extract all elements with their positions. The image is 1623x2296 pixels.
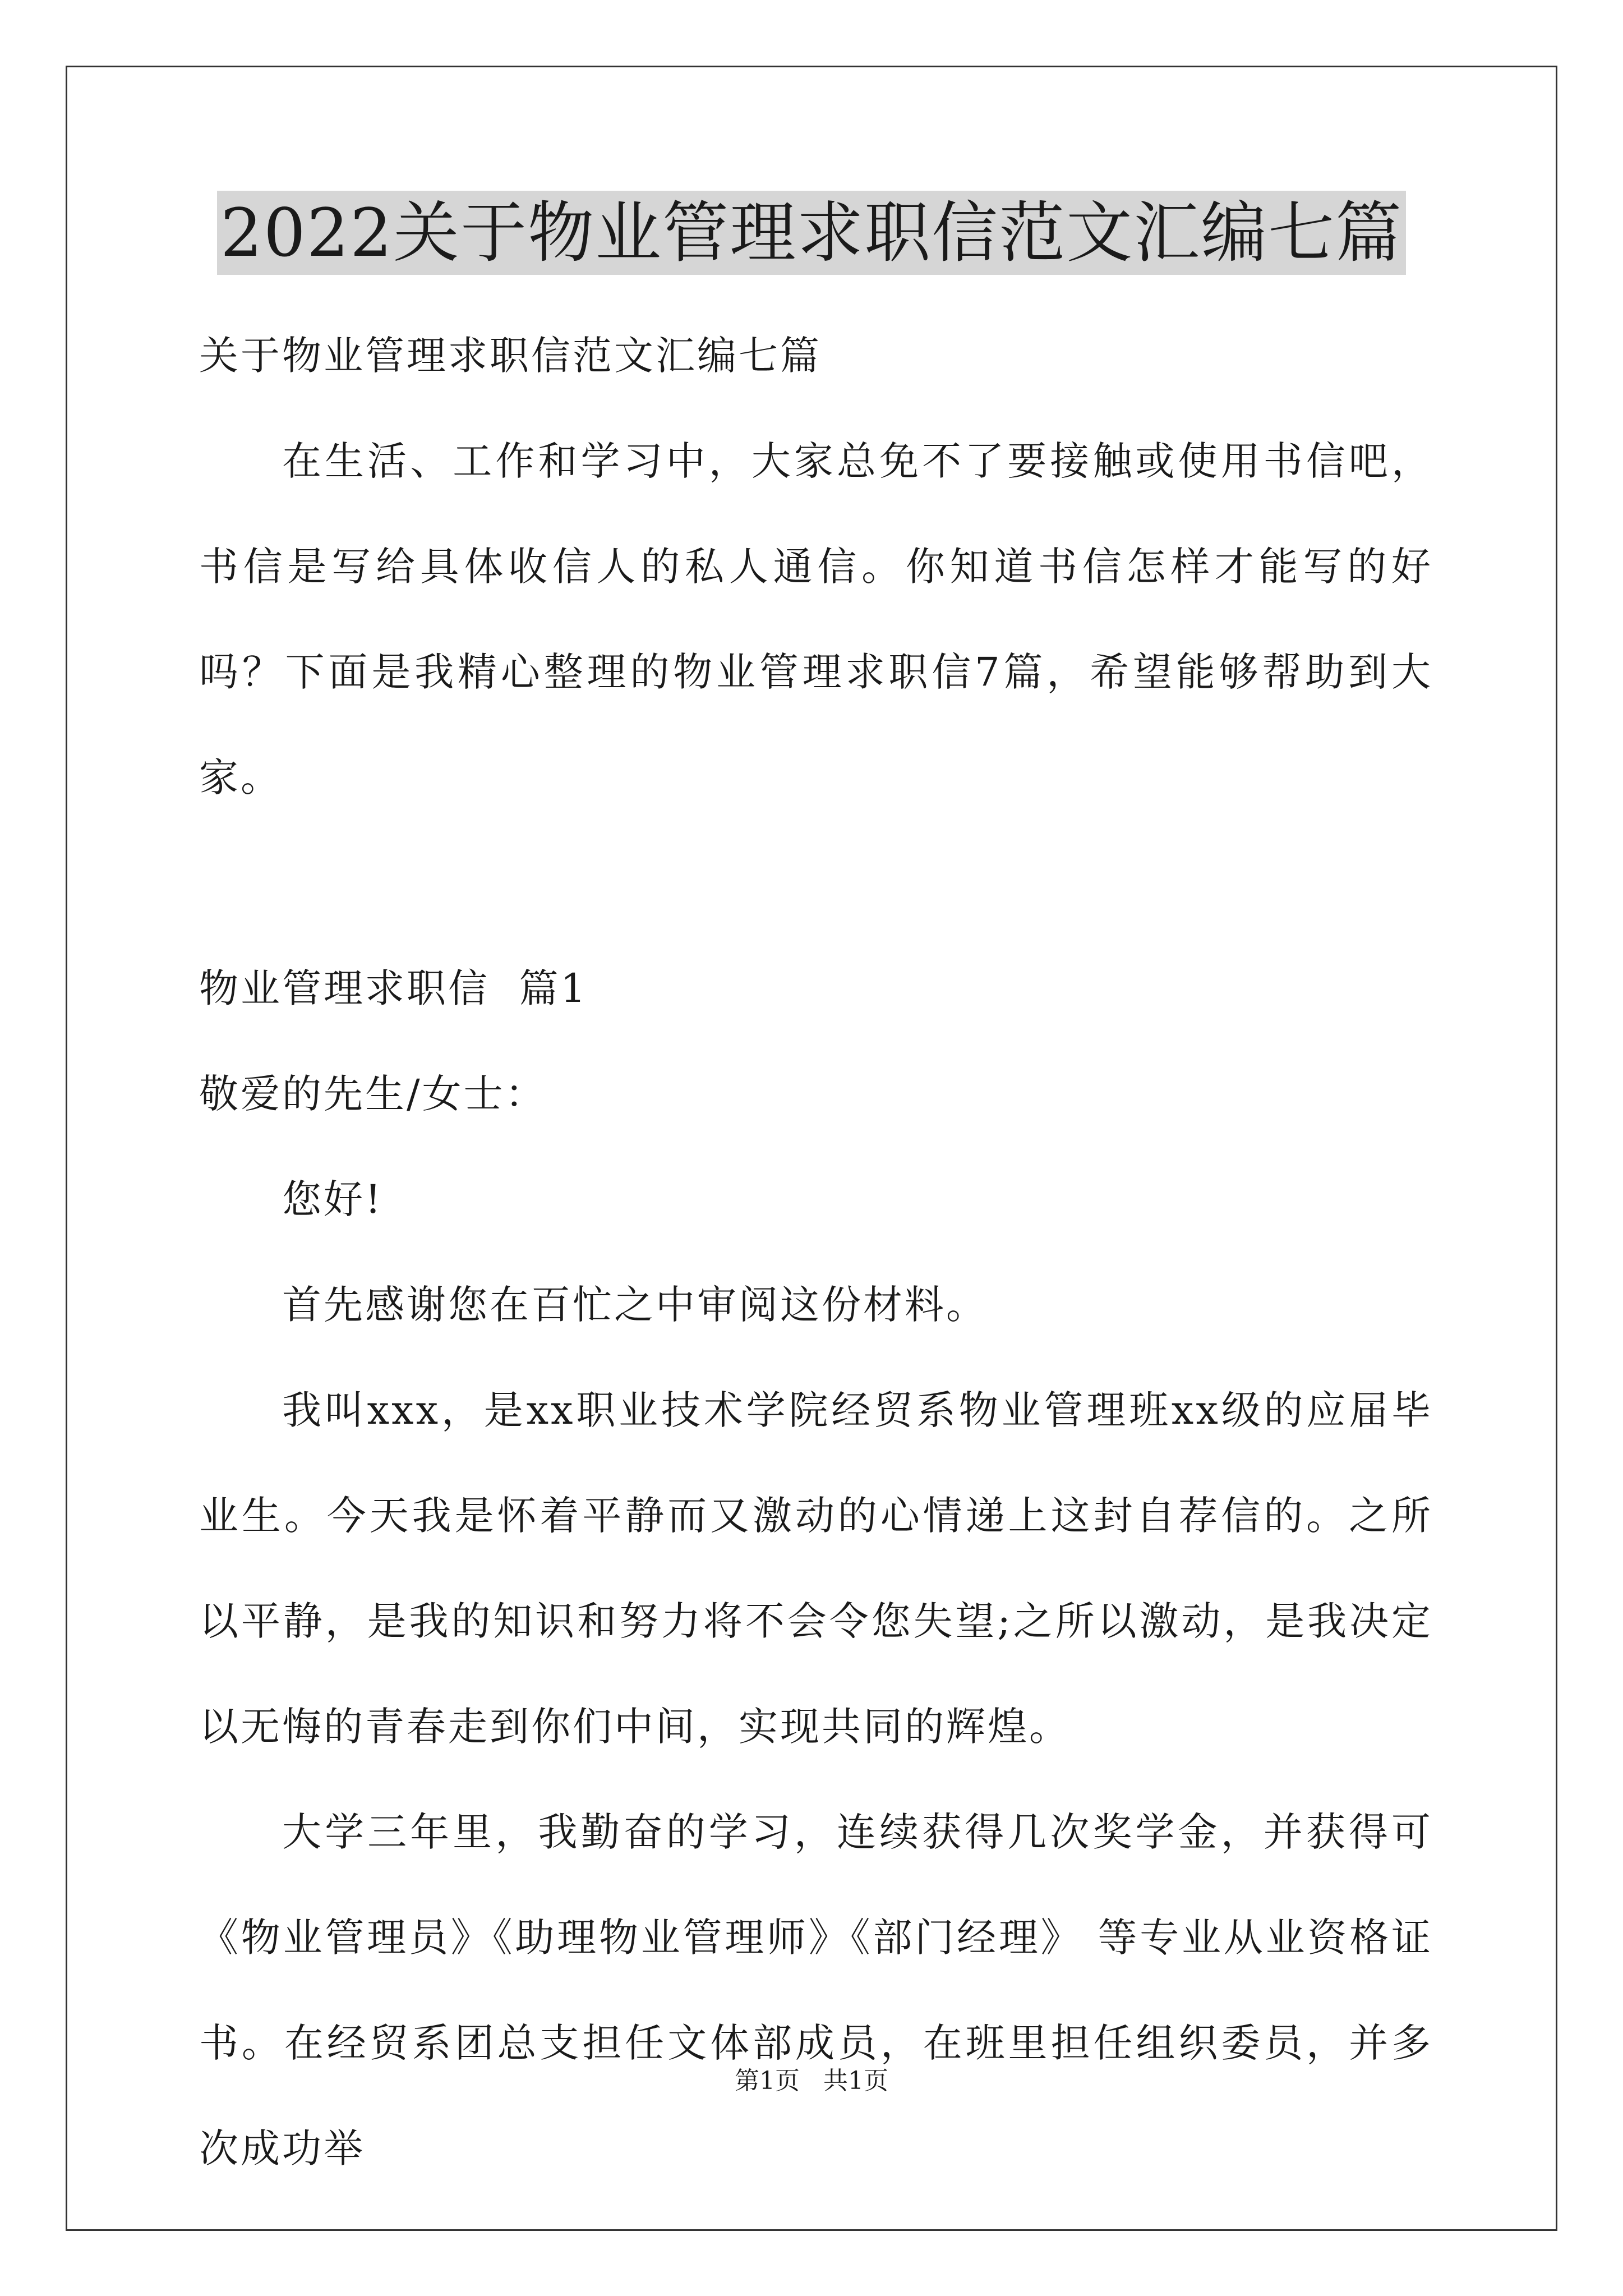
- document-subtitle: 关于物业管理求职信范文汇编七篇: [199, 333, 822, 379]
- title-container: [0, 191, 1623, 275]
- section-heading: 物业管理求职信 篇1: [199, 965, 588, 1011]
- body-paragraph: 大学三年里，我勤奋的学习，连续获得几次奖学金，并获得可《物业管理员》《助理物业管理师》《部门经理》 等专业从业资格证书。在经贸系团总支担任文体部成员，在班里担任组织委员，并多次成功举: [199, 1809, 1433, 2171]
- body-paragraph: 我叫xxx，是xx职业技术学院经贸系物业管理班xx级的应届毕业生。今天我是怀着平静而又激动的心情递上这封自荐信的。之所以平静，是我的知识和努力将不会令您失望;之所以激动，是我决定以无悔的青春走到你们中间，实现共同的辉煌。: [199, 1387, 1433, 1750]
- intro-paragraph: 在生活、工作和学习中，大家总免不了要接触或使用书信吧，书信是写给具体收信人的私人通信。你知道书信怎样才能写的好吗？下面是我精心整理的物业管理求职信7篇，希望能够帮助到大家。: [199, 438, 1433, 800]
- greeting: 您好!: [282, 1176, 384, 1222]
- page-number-footer: 第1页 共1页: [735, 2067, 888, 2095]
- body-paragraph: 首先感谢您在百忙之中审阅这份材料。: [282, 1282, 988, 1328]
- salutation: 敬爱的先生/女士：: [199, 1071, 547, 1117]
- document-title: 2022关于物业管理求职信范文汇编七篇: [217, 191, 1406, 275]
- section-spacer: [199, 830, 1433, 936]
- document-body: [199, 303, 1433, 2201]
